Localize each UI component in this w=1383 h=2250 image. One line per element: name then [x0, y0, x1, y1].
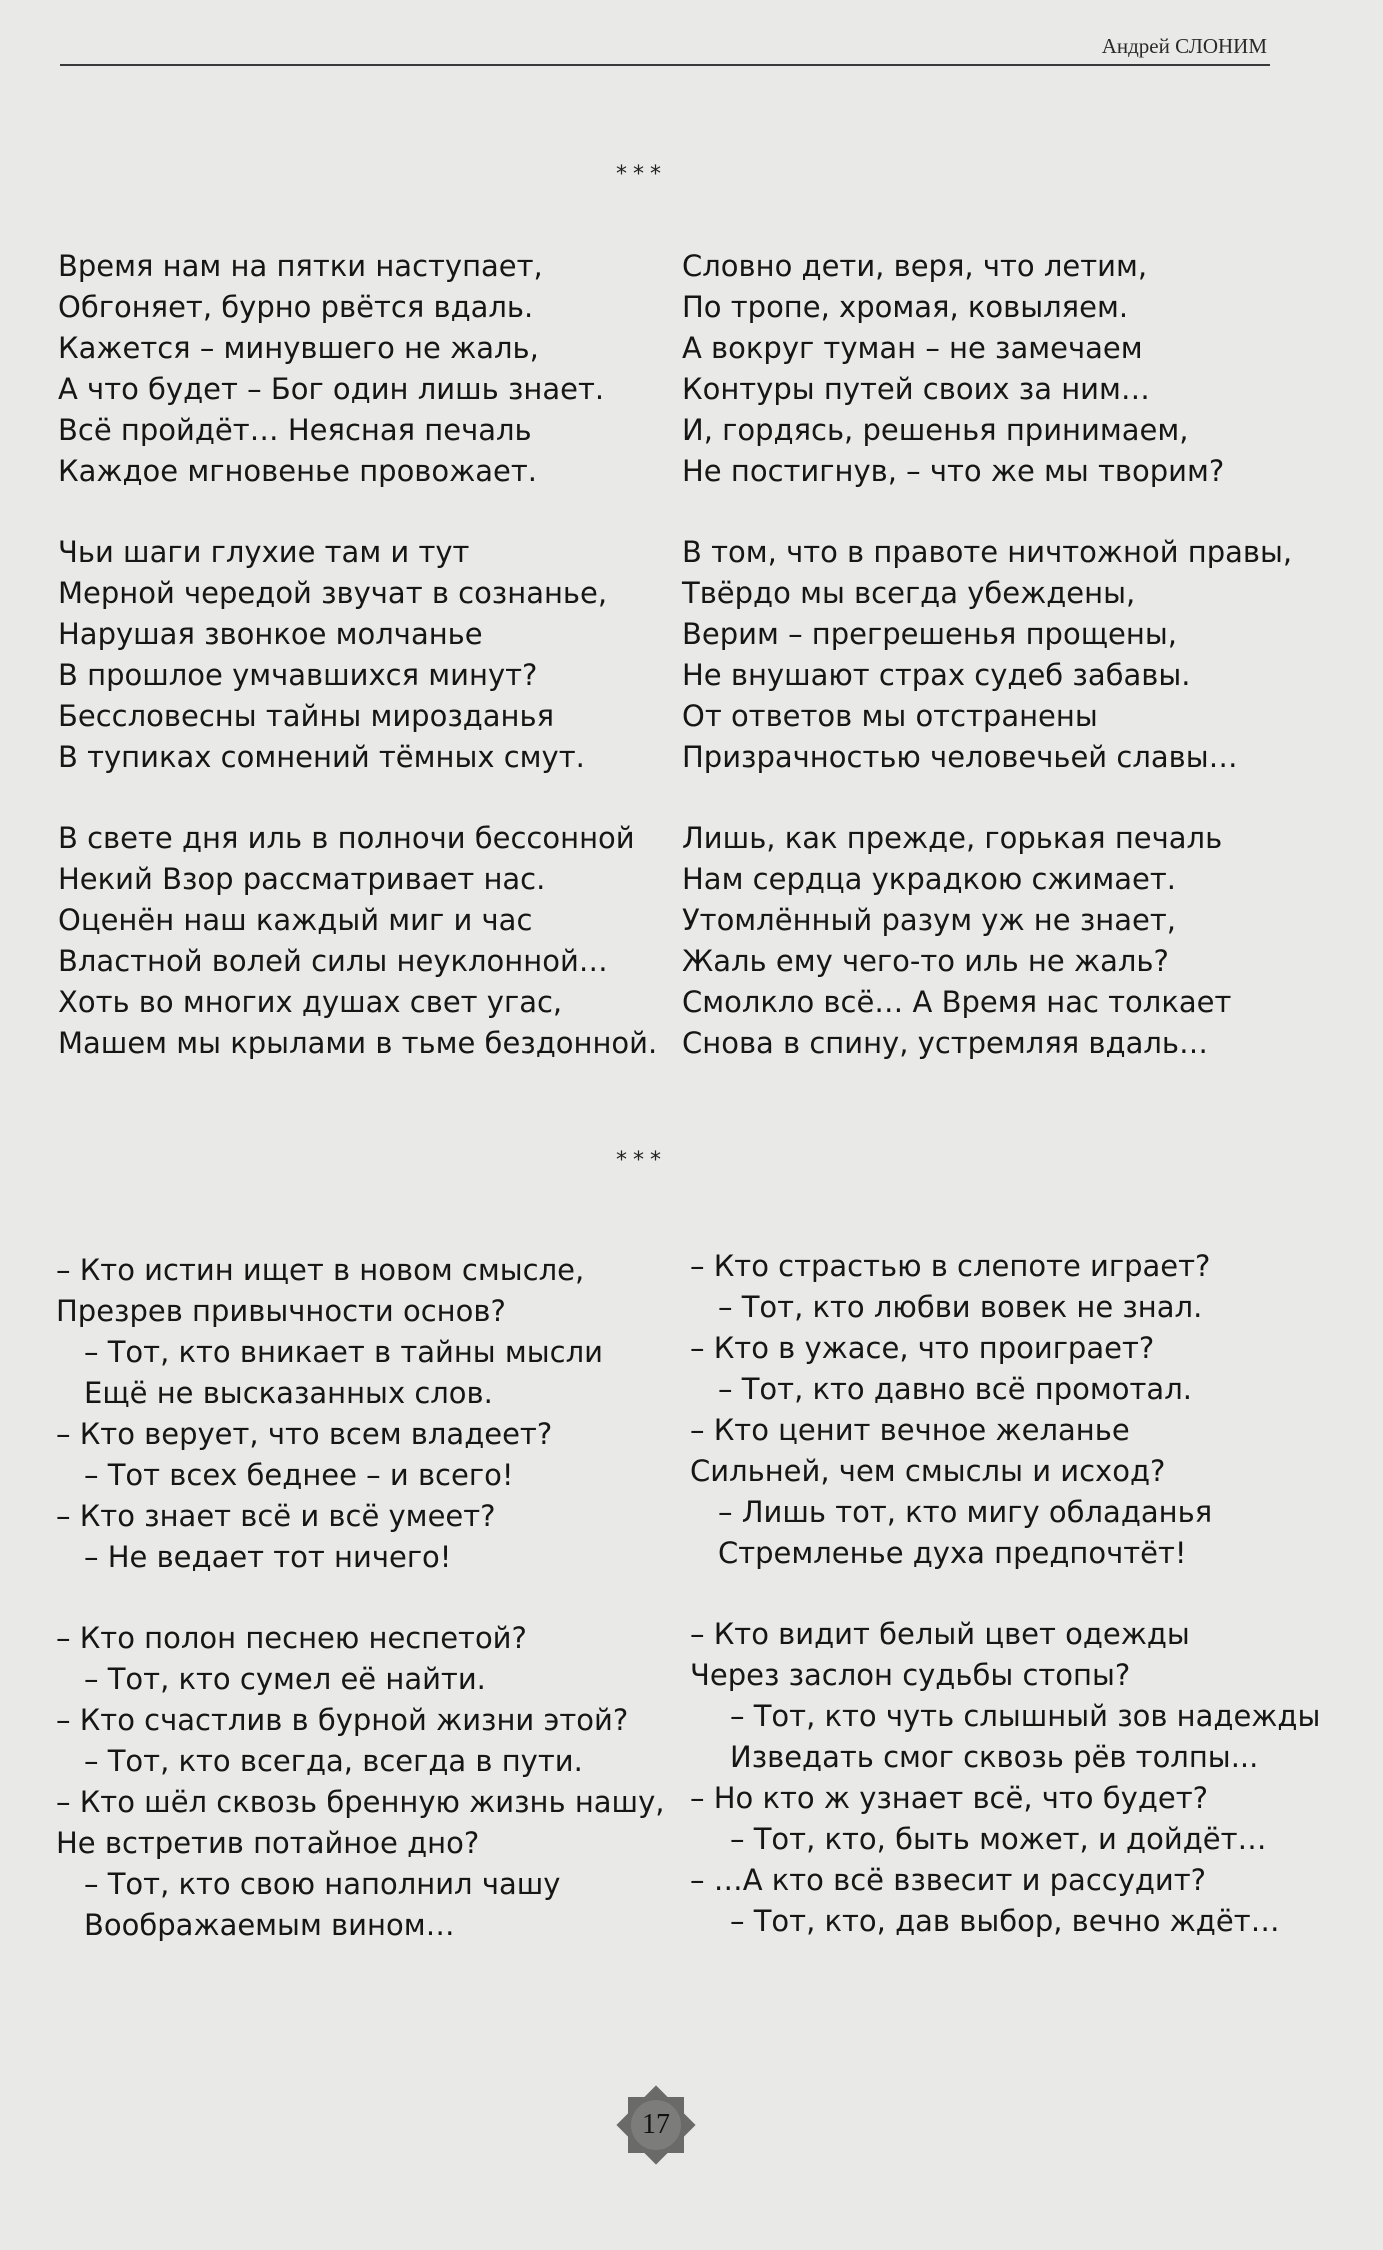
poem-line: Нам сердца украдкою сжимает.: [682, 862, 1176, 896]
poem-line: – Кто полон песнею неспетой?: [56, 1621, 527, 1655]
poem-line: В свете дня иль в полночи бессонной: [58, 821, 635, 855]
stanza: [690, 1614, 1321, 1942]
poem-line: – Тот, кто вникает в тайны мысли: [84, 1335, 604, 1369]
poem-line: – Тот, кто давно всё промотал.: [718, 1372, 1192, 1406]
poem-line: – …А кто всё взвесит и рассудит?: [690, 1863, 1207, 1897]
poem-line: Презрев привычности основ?: [56, 1294, 506, 1328]
poem-line: Некий Взор рассматривает нас.: [58, 862, 546, 896]
poem2-left-column: [56, 1250, 676, 1986]
poem-line: – Кто в ужасе, что проиграет?: [690, 1331, 1155, 1365]
poem-line: Оценён наш каждый миг и час: [58, 903, 533, 937]
poem-line: – Кто знает всё и всё умеет?: [56, 1499, 496, 1533]
poem-line: А что будет – Бог один лишь знает.: [58, 372, 605, 406]
poem-line: Время нам на пятки наступает,: [58, 249, 543, 283]
poem-line: По тропе, хромая, ковыляем.: [682, 290, 1129, 324]
poem1-right-column: [682, 246, 1302, 1104]
poem-line: Через заслон судьбы стопы?: [690, 1658, 1131, 1692]
stanza: [682, 818, 1302, 1064]
stanza: [58, 246, 678, 492]
poem-line: Утомлённый разум уж не знает,: [682, 903, 1176, 937]
poem2-right-column: [690, 1246, 1321, 1982]
stanza: [682, 532, 1302, 778]
poem-line: – Тот, кто всегда, всегда в пути.: [84, 1744, 583, 1778]
poem-line: Лишь, как прежде, горькая печаль: [682, 821, 1223, 855]
poem-line: Твёрдо мы всегда убеждены,: [682, 576, 1136, 610]
poem-line: – Кто истин ищет в новом смысле,: [56, 1253, 585, 1287]
poem-line: От ответов мы отстранены: [682, 699, 1098, 733]
poem-line: – Кто счастлив в бурной жизни этой?: [56, 1703, 629, 1737]
poem-line: Бессловесны тайны мирозданья: [58, 699, 555, 733]
page-number-badge: [611, 2080, 701, 2170]
poem-line: – Лишь тот, кто мигу обладанья: [718, 1495, 1213, 1529]
poem-line: – Кто шёл сквозь бренную жизнь нашу,: [56, 1785, 665, 1819]
poem-line: Ещё не высказанных слов.: [84, 1376, 493, 1410]
poem-line: Смолкло всё… А Время нас толкает: [682, 985, 1232, 1019]
poem-line: Призрачностью человечьей славы…: [682, 740, 1238, 774]
poem-line: – Не ведает тот ничего!: [84, 1540, 452, 1574]
poem-line: Хоть во многих душах свет угас,: [58, 985, 563, 1019]
stanza: [58, 532, 678, 778]
poem-line: Не внушают страх судеб забавы.: [682, 658, 1191, 692]
poem-line: – Кто видит белый цвет одежды: [690, 1617, 1190, 1651]
poem-line: – Тот, кто сумел её найти.: [84, 1662, 486, 1696]
poem-line: Воображаемым вином…: [84, 1908, 455, 1942]
poem-line: – Тот, кто любви вовек не знал.: [718, 1290, 1203, 1324]
poem-line: Обгоняет, бурно рвётся вдаль.: [58, 290, 534, 324]
poem-line: Всё пройдёт… Неясная печаль: [58, 413, 532, 447]
stanza: [58, 818, 678, 1064]
stanza: [56, 1618, 676, 1946]
poem-line: Каждое мгновенье провожает.: [58, 454, 537, 488]
poem-line: Машем мы крылами в тьме бездонной.: [58, 1026, 658, 1060]
poem-line: – Тот, кто свою наполнил чашу: [84, 1867, 561, 1901]
poem-line: – Тот, кто, быть может, и дойдёт…: [730, 1822, 1267, 1856]
poem-line: Не встретив потайное дно?: [56, 1826, 480, 1860]
poem1-left-column: [58, 246, 678, 1104]
poem-line: И, гордясь, решенья принимаем,: [682, 413, 1189, 447]
poem-line: Властной волей силы неуклонной…: [58, 944, 608, 978]
poem-line: Снова в спину, устремляя вдаль…: [682, 1026, 1208, 1060]
poem-line: Словно дети, веря, что летим,: [682, 249, 1148, 283]
poem-line: Жаль ему чего-то иль не жаль?: [682, 944, 1169, 978]
poem-line: Чьи шаги глухие там и тут: [58, 535, 470, 569]
poem-line: А вокруг туман – не замечаем: [682, 331, 1143, 365]
poem-line: Кажется – минувшего не жаль,: [58, 331, 539, 365]
poem-line: Мерной чередой звучат в сознанье,: [58, 576, 608, 610]
poem1-stars: ***: [616, 162, 667, 187]
stanza: [682, 246, 1302, 492]
poem-line: Верим – прегрешенья прощены,: [682, 617, 1177, 651]
page-number: 17: [642, 2109, 670, 2140]
poem-line: В прошлое умчавшихся минут?: [58, 658, 538, 692]
poem-line: Не постигнув, – что же мы творим?: [682, 454, 1225, 488]
poem-line: В том, что в правоте ничтожной правы,: [682, 535, 1293, 569]
header-author: Андрей СЛОНИМ: [1101, 34, 1267, 58]
header-rule: [60, 64, 1270, 66]
poem-line: – Тот, кто, дав выбор, вечно ждёт…: [730, 1904, 1280, 1938]
poem-line: – Кто страстью в слепоте играет?: [690, 1249, 1211, 1283]
stanza: [56, 1250, 676, 1578]
poem-line: Сильней, чем смыслы и исход?: [690, 1454, 1166, 1488]
poem-line: Стремленье духа предпочтёт!: [718, 1536, 1187, 1570]
poem-line: – Кто ценит вечное желанье: [690, 1413, 1130, 1447]
poem-line: – Но кто ж узнает всё, что будет?: [690, 1781, 1208, 1815]
poem-line: – Тот, кто чуть слышный зов надежды: [730, 1699, 1321, 1733]
poem-line: Нарушая звонкое молчанье: [58, 617, 483, 651]
poem2-stars: ***: [616, 1148, 667, 1173]
poem-line: Контуры путей своих за ним…: [682, 372, 1150, 406]
poem-line: Изведать смог сквозь рёв толпы...: [730, 1740, 1259, 1774]
poem-line: – Кто верует, что всем владеет?: [56, 1417, 553, 1451]
poem-line: В тупиках сомнений тёмных смут.: [58, 740, 585, 774]
stanza: [690, 1246, 1310, 1574]
poem-line: – Тот всех беднее – и всего!: [84, 1458, 514, 1492]
